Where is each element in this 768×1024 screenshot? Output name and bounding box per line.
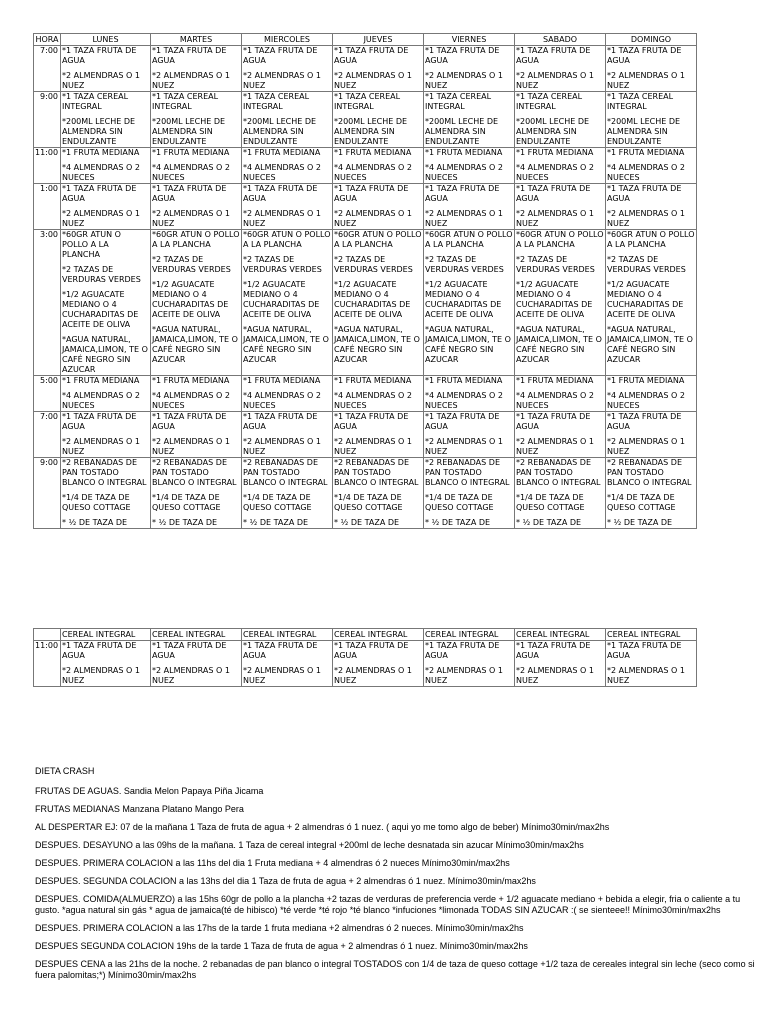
meal-item: *1 TAZA FRUTA DE AGUA	[243, 46, 318, 65]
meal-item: *AGUA NATURAL, JAMAICA,LIMON, TE O CAFÉ NEGRO SIN AZUCAR	[334, 325, 420, 364]
hour-cell: 9:00	[34, 92, 61, 148]
meal-cell	[333, 148, 424, 184]
meal-item: *2 REBANADAS DE PAN TOSTADO BLANCO O INTEGRAL	[243, 458, 328, 487]
meal-item: *60GR ATUN O POLLO A LA PLANCHA	[62, 230, 121, 259]
meal-cell	[515, 641, 606, 687]
meal-item: *1 TAZA FRUTA DE AGUA	[425, 641, 500, 660]
meal-item: *4 ALMENDRAS O 2 NUECES	[243, 391, 321, 410]
meal-item: *1/4 DE TAZA DE QUESO COTTAGE	[425, 493, 494, 512]
meal-item: *4 ALMENDRAS O 2 NUECES	[607, 163, 685, 182]
meal-item: *4 ALMENDRAS O 2 NUECES	[62, 163, 140, 182]
meal-item: *1 TAZA CEREAL INTEGRAL	[516, 92, 583, 111]
category-column-header: CEREAL INTEGRAL	[515, 629, 606, 641]
meal-cell	[424, 148, 515, 184]
meal-item: * ½ DE TAZA DE	[607, 518, 673, 527]
meal-cell	[242, 458, 333, 529]
meal-item: *1 TAZA FRUTA DE AGUA	[243, 412, 318, 431]
meal-item: *4 ALMENDRAS O 2 NUECES	[516, 163, 594, 182]
category-column-header: CEREAL INTEGRAL	[333, 629, 424, 641]
meal-item: *1 TAZA CEREAL INTEGRAL	[243, 92, 310, 111]
table-row	[34, 641, 697, 687]
meal-item: *200ML LECHE DE ALMENDRA SIN ENDULZANTE	[243, 117, 317, 146]
meal-item: *1/2 AGUACATE MEDIANO O 4 CUCHARADITAS DE ACEITE DE OLIVA	[243, 280, 320, 319]
meal-item: *4 ALMENDRAS O 2 NUECES	[425, 163, 503, 182]
meal-item: *2 TAZAS DE VERDURAS VERDES	[334, 255, 413, 274]
meal-item: *1 FRUTA MEDIANA	[243, 376, 321, 385]
meal-item: *AGUA NATURAL, JAMAICA,LIMON, TE O CAFÉ NEGRO SIN AZUCAR	[152, 325, 238, 364]
meal-item: *1/4 DE TAZA DE QUESO COTTAGE	[152, 493, 221, 512]
category-column-header: CEREAL INTEGRAL	[151, 629, 242, 641]
hour-cell: 5:00	[34, 376, 61, 412]
hour-cell: 1:00	[34, 184, 61, 230]
meal-cell	[61, 184, 151, 230]
meal-item: *1/2 AGUACATE MEDIANO O 4 CUCHARADITAS DE ACEITE DE OLIVA	[334, 280, 411, 319]
note-line: DESPUES SEGUNDA COLACION 19hs de la tarde 1 Taza de fruta de agua + 2 almendras ó 1 nuez. Mínimo30min/max2hs	[35, 941, 528, 951]
meal-item: *2 REBANADAS DE PAN TOSTADO BLANCO O INTEGRAL	[425, 458, 510, 487]
meal-item: *1 TAZA CEREAL INTEGRAL	[62, 92, 129, 111]
meal-item: *1 TAZA FRUTA DE AGUA	[62, 641, 137, 660]
meal-item: *200ML LECHE DE ALMENDRA SIN ENDULZANTE	[152, 117, 226, 146]
meal-item: *2 ALMENDRAS O 1 NUEZ	[607, 437, 685, 456]
meal-item: *2 ALMENDRAS O 1 NUEZ	[607, 209, 685, 228]
meal-item: *2 ALMENDRAS O 1 NUEZ	[516, 437, 594, 456]
meal-cell	[242, 230, 333, 376]
meal-cell	[61, 92, 151, 148]
meal-item: *2 REBANADAS DE PAN TOSTADO BLANCO O INTEGRAL	[62, 458, 147, 487]
meal-item: *1 FRUTA MEDIANA	[62, 148, 140, 157]
meal-item: *60GR ATUN O POLLO A LA PLANCHA	[152, 230, 240, 249]
meal-item: *4 ALMENDRAS O 2 NUECES	[152, 391, 230, 410]
meal-item: *1 TAZA FRUTA DE AGUA	[607, 641, 682, 660]
meal-item: *1 TAZA FRUTA DE AGUA	[607, 184, 682, 203]
meal-item: *2 ALMENDRAS O 1 NUEZ	[516, 71, 594, 90]
meal-cell	[333, 458, 424, 529]
meal-item: *1 FRUTA MEDIANA	[607, 376, 685, 385]
table-row	[34, 412, 697, 458]
meal-item: *1 FRUTA MEDIANA	[516, 148, 594, 157]
meal-item: *1/2 AGUACATE MEDIANO O 4 CUCHARADITAS DE ACEITE DE OLIVA	[62, 290, 139, 329]
diet-notes	[35, 766, 760, 988]
meal-item: *200ML LECHE DE ALMENDRA SIN ENDULZANTE	[607, 117, 681, 146]
meal-item: * ½ DE TAZA DE	[516, 518, 582, 527]
meal-cell	[61, 376, 151, 412]
meal-cell	[515, 184, 606, 230]
meal-cell	[61, 46, 151, 92]
meal-item: *1 TAZA CEREAL INTEGRAL	[152, 92, 219, 111]
meal-item: *1/4 DE TAZA DE QUESO COTTAGE	[334, 493, 403, 512]
meal-cell	[242, 412, 333, 458]
meal-item: *1 TAZA FRUTA DE AGUA	[243, 184, 318, 203]
day-column-header: MARTES	[151, 34, 242, 46]
meal-item: *1 TAZA FRUTA DE AGUA	[62, 184, 137, 203]
note-line: DESPUES. PRIMERA COLACION a las 17hs de la tarde 1 fruta mediana +2 almendras ó 2 nueces. Mínimo30min/max2hs	[35, 923, 524, 933]
meal-cell	[61, 148, 151, 184]
meal-cell	[333, 376, 424, 412]
meal-cell	[333, 46, 424, 92]
meal-item: *1/4 DE TAZA DE QUESO COTTAGE	[243, 493, 312, 512]
meal-cell	[151, 184, 242, 230]
meal-cell	[515, 46, 606, 92]
meal-item: *4 ALMENDRAS O 2 NUECES	[334, 391, 412, 410]
meal-item: *2 REBANADAS DE PAN TOSTADO BLANCO O INTEGRAL	[607, 458, 692, 487]
meal-cell	[515, 148, 606, 184]
hour-cell: 3:00	[34, 230, 61, 376]
meal-cell	[61, 641, 151, 687]
day-column-header: MIERCOLES	[242, 34, 333, 46]
meal-item: *AGUA NATURAL, JAMAICA,LIMON, TE O CAFÉ NEGRO SIN AZUCAR	[516, 325, 602, 364]
meal-item: *2 ALMENDRAS O 1 NUEZ	[334, 437, 412, 456]
meal-cell	[424, 230, 515, 376]
category-column-header: CEREAL INTEGRAL	[242, 629, 333, 641]
hour-column-header	[34, 629, 61, 641]
meal-cell	[515, 458, 606, 529]
meal-item: *2 TAZAS DE VERDURAS VERDES	[152, 255, 231, 274]
note-line: FRUTAS MEDIANAS Manzana Platano Mango Pera	[35, 804, 244, 814]
meal-item: *2 REBANADAS DE PAN TOSTADO BLANCO O INTEGRAL	[516, 458, 601, 487]
meal-item: *AGUA NATURAL, JAMAICA,LIMON, TE O CAFÉ NEGRO SIN AZUCAR	[607, 325, 693, 364]
meal-cell	[515, 376, 606, 412]
meal-item: *4 ALMENDRAS O 2 NUECES	[152, 163, 230, 182]
meal-item: *200ML LECHE DE ALMENDRA SIN ENDULZANTE	[516, 117, 590, 146]
table-row	[34, 230, 697, 376]
meal-item: *1/4 DE TAZA DE QUESO COTTAGE	[62, 493, 131, 512]
meal-cell	[424, 184, 515, 230]
meal-item: *1 TAZA FRUTA DE AGUA	[516, 46, 591, 65]
meal-item: *2 REBANADAS DE PAN TOSTADO BLANCO O INTEGRAL	[334, 458, 419, 487]
meal-item: *1 TAZA FRUTA DE AGUA	[152, 46, 227, 65]
meal-item: * ½ DE TAZA DE	[62, 518, 128, 527]
meal-item: *2 ALMENDRAS O 1 NUEZ	[152, 71, 230, 90]
hour-cell: 9:00	[34, 458, 61, 529]
meal-cell	[606, 46, 697, 92]
meal-item: *1 TAZA FRUTA DE AGUA	[334, 46, 409, 65]
note-line: DESPUES CENA a las 21hs de la noche. 2 rebanadas de pan blanco o integral TOSTADOS con 1/4 de taza de queso cottage +1/2 taza de cereales integral sin leche (seco como si fuera palomitas;*) Mínimo30min/max2hs	[35, 959, 755, 980]
meal-item: *2 TAZAS DE VERDURAS VERDES	[607, 255, 686, 274]
meal-item: *2 TAZAS DE VERDURAS VERDES	[516, 255, 595, 274]
day-column-header: LUNES	[61, 34, 151, 46]
meal-item: *200ML LECHE DE ALMENDRA SIN ENDULZANTE	[62, 117, 136, 146]
meal-cell	[333, 230, 424, 376]
meal-cell	[61, 458, 151, 529]
meal-item: *4 ALMENDRAS O 2 NUECES	[62, 391, 140, 410]
meal-cell	[242, 46, 333, 92]
meal-item: *1 FRUTA MEDIANA	[334, 376, 412, 385]
meal-item: *1 TAZA FRUTA DE AGUA	[607, 412, 682, 431]
meal-item: * ½ DE TAZA DE	[334, 518, 400, 527]
meal-item: *1 TAZA CEREAL INTEGRAL	[607, 92, 674, 111]
meal-item: *1 FRUTA MEDIANA	[243, 148, 321, 157]
table-row	[34, 376, 697, 412]
meal-cell	[151, 46, 242, 92]
table-header-row	[34, 629, 697, 641]
day-column-header: JUEVES	[333, 34, 424, 46]
table-row	[34, 148, 697, 184]
meal-cell	[242, 184, 333, 230]
meal-cell	[333, 184, 424, 230]
notes-title: DIETA CRASH	[35, 766, 95, 776]
table-row	[34, 92, 697, 148]
meal-item: *1/4 DE TAZA DE QUESO COTTAGE	[516, 493, 585, 512]
meal-cell	[151, 412, 242, 458]
meal-item: *2 ALMENDRAS O 1 NUEZ	[334, 666, 412, 685]
meal-cell	[151, 641, 242, 687]
meal-item: *60GR ATUN O POLLO A LA PLANCHA	[516, 230, 604, 249]
meal-cell	[606, 641, 697, 687]
meal-cell	[242, 641, 333, 687]
hour-cell: 7:00	[34, 412, 61, 458]
meal-item: *1 TAZA FRUTA DE AGUA	[334, 641, 409, 660]
meal-item: *1 TAZA FRUTA DE AGUA	[334, 184, 409, 203]
hour-cell: 7:00	[34, 46, 61, 92]
meal-item: *2 ALMENDRAS O 1 NUEZ	[516, 209, 594, 228]
meal-item: * ½ DE TAZA DE	[152, 518, 218, 527]
note-line: DESPUES. DESAYUNO a las 09hs de la mañana. 1 Taza de cereal integral +200ml de leche desnatada sin azucar Mínimo30min/max2hs	[35, 840, 584, 850]
meal-cell	[242, 92, 333, 148]
meal-item: *2 TAZAS DE VERDURAS VERDES	[62, 265, 141, 284]
meal-cell	[151, 230, 242, 376]
meal-item: *1 FRUTA MEDIANA	[607, 148, 685, 157]
meal-item: *2 ALMENDRAS O 1 NUEZ	[425, 209, 503, 228]
meal-cell	[61, 230, 151, 376]
hour-column-header: HORA	[35, 35, 59, 44]
meal-item: *60GR ATUN O POLLO A LA PLANCHA	[334, 230, 422, 249]
meal-item: *2 ALMENDRAS O 1 NUEZ	[334, 71, 412, 90]
meal-cell	[424, 458, 515, 529]
meal-item: *60GR ATUN O POLLO A LA PLANCHA	[607, 230, 695, 249]
table-header-row	[34, 34, 697, 46]
meal-item: *1 FRUTA MEDIANA	[152, 148, 230, 157]
meal-item: *1 FRUTA MEDIANA	[62, 376, 140, 385]
meal-cell	[333, 92, 424, 148]
meal-item: *1/2 AGUACATE MEDIANO O 4 CUCHARADITAS DE ACEITE DE OLIVA	[516, 280, 593, 319]
meal-cell	[333, 412, 424, 458]
weekly-diet-table	[33, 33, 697, 529]
meal-item: *200ML LECHE DE ALMENDRA SIN ENDULZANTE	[334, 117, 408, 146]
meal-cell	[424, 46, 515, 92]
table-row	[34, 184, 697, 230]
meal-item: *2 ALMENDRAS O 1 NUEZ	[152, 666, 230, 685]
meal-item: *2 REBANADAS DE PAN TOSTADO BLANCO O INTEGRAL	[152, 458, 237, 487]
meal-cell	[424, 641, 515, 687]
meal-item: *1/4 DE TAZA DE QUESO COTTAGE	[607, 493, 676, 512]
meal-item: * ½ DE TAZA DE	[243, 518, 309, 527]
meal-item: *2 ALMENDRAS O 1 NUEZ	[243, 666, 321, 685]
meal-cell	[424, 376, 515, 412]
meal-item: *2 ALMENDRAS O 1 NUEZ	[62, 209, 140, 228]
meal-item: *2 ALMENDRAS O 1 NUEZ	[334, 209, 412, 228]
meal-item: *1 TAZA FRUTA DE AGUA	[152, 184, 227, 203]
meal-item: *4 ALMENDRAS O 2 NUECES	[334, 163, 412, 182]
meal-item: *1 FRUTA MEDIANA	[425, 376, 503, 385]
meal-cell	[515, 412, 606, 458]
meal-item: *1 FRUTA MEDIANA	[152, 376, 230, 385]
meal-item: *4 ALMENDRAS O 2 NUECES	[607, 391, 685, 410]
meal-cell	[515, 230, 606, 376]
meal-item: *2 ALMENDRAS O 1 NUEZ	[152, 209, 230, 228]
meal-cell	[606, 148, 697, 184]
meal-item: *AGUA NATURAL, JAMAICA,LIMON, TE O CAFÉ NEGRO SIN AZUCAR	[62, 335, 148, 374]
meal-item: *1 TAZA FRUTA DE AGUA	[334, 412, 409, 431]
day-column-header: DOMINGO	[606, 34, 697, 46]
meal-cell	[151, 148, 242, 184]
meal-cell	[424, 412, 515, 458]
day-column-header: SABADO	[515, 34, 606, 46]
meal-item: *1 TAZA FRUTA DE AGUA	[152, 412, 227, 431]
category-column-header: CEREAL INTEGRAL	[61, 629, 151, 641]
meal-item: *1 FRUTA MEDIANA	[516, 376, 594, 385]
day-column-header: VIERNES	[424, 34, 515, 46]
meal-item: *AGUA NATURAL, JAMAICA,LIMON, TE O CAFÉ NEGRO SIN AZUCAR	[243, 325, 329, 364]
second-diet-table	[33, 628, 697, 687]
meal-item: *1 TAZA FRUTA DE AGUA	[425, 412, 500, 431]
meal-item: *2 ALMENDRAS O 1 NUEZ	[516, 666, 594, 685]
meal-item: *1 TAZA FRUTA DE AGUA	[516, 412, 591, 431]
meal-item: *2 ALMENDRAS O 1 NUEZ	[425, 71, 503, 90]
meal-cell	[151, 376, 242, 412]
meal-item: *200ML LECHE DE ALMENDRA SIN ENDULZANTE	[425, 117, 499, 146]
meal-item: *60GR ATUN O POLLO A LA PLANCHA	[425, 230, 513, 249]
meal-item: *60GR ATUN O POLLO A LA PLANCHA	[243, 230, 331, 249]
table-row	[34, 46, 697, 92]
meal-cell	[515, 92, 606, 148]
meal-cell	[333, 641, 424, 687]
meal-item: *1/2 AGUACATE MEDIANO O 4 CUCHARADITAS DE ACEITE DE OLIVA	[607, 280, 684, 319]
meal-item: *2 TAZAS DE VERDURAS VERDES	[243, 255, 322, 274]
meal-item: *1 TAZA CEREAL INTEGRAL	[425, 92, 492, 111]
meal-item: *1 TAZA FRUTA DE AGUA	[243, 641, 318, 660]
meal-cell	[151, 458, 242, 529]
meal-item: *2 ALMENDRAS O 1 NUEZ	[425, 666, 503, 685]
meal-item: *1 TAZA FRUTA DE AGUA	[62, 46, 137, 65]
meal-item: *1 TAZA FRUTA DE AGUA	[425, 184, 500, 203]
meal-item: *1 TAZA FRUTA DE AGUA	[516, 184, 591, 203]
meal-cell	[606, 230, 697, 376]
meal-cell	[242, 376, 333, 412]
meal-item: *2 ALMENDRAS O 1 NUEZ	[62, 666, 140, 685]
meal-item: * ½ DE TAZA DE	[425, 518, 491, 527]
meal-cell	[606, 376, 697, 412]
meal-item: *2 ALMENDRAS O 1 NUEZ	[62, 71, 140, 90]
meal-item: *2 ALMENDRAS O 1 NUEZ	[607, 71, 685, 90]
meal-item: *AGUA NATURAL, JAMAICA,LIMON, TE O CAFÉ NEGRO SIN AZUCAR	[425, 325, 511, 364]
meal-item: *2 TAZAS DE VERDURAS VERDES	[425, 255, 504, 274]
meal-item: *2 ALMENDRAS O 1 NUEZ	[152, 437, 230, 456]
note-line: DESPUES. COMIDA(ALMUERZO) a las 15hs 60gr de pollo a la plancha +2 tazas de verduras de preferencia verde + 1/2 aguacate mediano + bebida a elegir, fria o caliente a tu gusto. *agua natural sin gás * agua de jamaica(té de hibisco) *té verde *té rojo *té blanco *infuciones *limonada TODAS SIN AZUCAR :( se sienteee!! Mínimo30min/max2hs	[35, 894, 741, 915]
meal-item: *1 TAZA FRUTA DE AGUA	[152, 641, 227, 660]
meal-item: *1 FRUTA MEDIANA	[334, 148, 412, 157]
meal-item: *1 TAZA FRUTA DE AGUA	[425, 46, 500, 65]
category-column-header: CEREAL INTEGRAL	[606, 629, 697, 641]
category-column-header: CEREAL INTEGRAL	[424, 629, 515, 641]
meal-item: *4 ALMENDRAS O 2 NUECES	[516, 391, 594, 410]
meal-cell	[424, 92, 515, 148]
meal-item: *1 TAZA CEREAL INTEGRAL	[334, 92, 401, 111]
meal-item: *4 ALMENDRAS O 2 NUECES	[425, 391, 503, 410]
meal-item: *1 TAZA FRUTA DE AGUA	[516, 641, 591, 660]
meal-item: *2 ALMENDRAS O 1 NUEZ	[62, 437, 140, 456]
meal-item: *4 ALMENDRAS O 2 NUECES	[243, 163, 321, 182]
meal-cell	[606, 412, 697, 458]
table-row	[34, 458, 697, 529]
meal-item: *1 TAZA FRUTA DE AGUA	[62, 412, 137, 431]
note-line: AL DESPERTAR EJ: 07 de la mañana 1 Taza de fruta de agua + 2 almendras ó 1 nuez. ( aqui yo me tomo algo de beber) Mínimo30min/max2hs	[35, 822, 610, 832]
meal-item: *1/2 AGUACATE MEDIANO O 4 CUCHARADITAS DE ACEITE DE OLIVA	[152, 280, 229, 319]
meal-cell	[61, 412, 151, 458]
meal-item: *2 ALMENDRAS O 1 NUEZ	[607, 666, 685, 685]
meal-item: *2 ALMENDRAS O 1 NUEZ	[243, 71, 321, 90]
meal-item: *1/2 AGUACATE MEDIANO O 4 CUCHARADITAS DE ACEITE DE OLIVA	[425, 280, 502, 319]
hour-cell: 11:00	[34, 148, 61, 184]
note-line: DESPUES. PRIMERA COLACION a las 11hs del dia 1 Fruta mediana + 4 almendras ó 2 nueces Mínimo30min/max2hs	[35, 858, 510, 868]
hour-cell: 11:00	[34, 641, 61, 687]
meal-item: *1 FRUTA MEDIANA	[425, 148, 503, 157]
meal-cell	[606, 458, 697, 529]
note-line: DESPUES. SEGUNDA COLACION a las 13hs del dia 1 Taza de fruta de agua + 2 almendras ó 1 nuez. Mínimo30min/max2hs	[35, 876, 536, 886]
meal-item: *2 ALMENDRAS O 1 NUEZ	[243, 437, 321, 456]
note-line: FRUTAS DE AGUAS. Sandia Melon Papaya Piña Jicama	[35, 786, 264, 796]
meal-cell	[242, 148, 333, 184]
meal-item: *1 TAZA FRUTA DE AGUA	[607, 46, 682, 65]
meal-cell	[606, 184, 697, 230]
meal-cell	[151, 92, 242, 148]
meal-item: *2 ALMENDRAS O 1 NUEZ	[425, 437, 503, 456]
meal-cell	[606, 92, 697, 148]
meal-item: *2 ALMENDRAS O 1 NUEZ	[243, 209, 321, 228]
